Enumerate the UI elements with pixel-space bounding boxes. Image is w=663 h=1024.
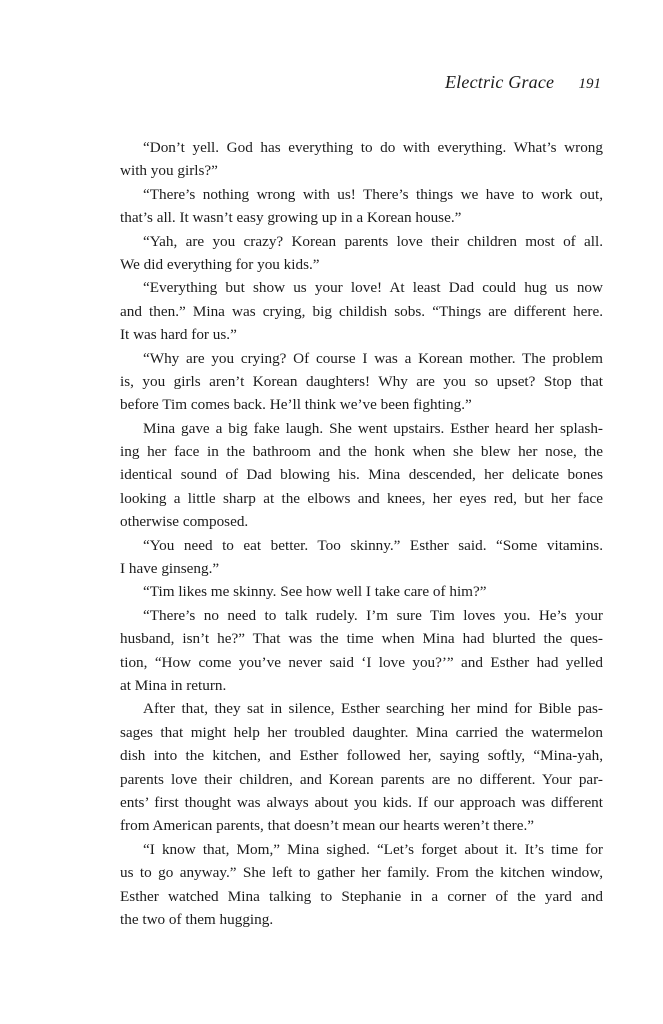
text-line: the two of them hugging. (120, 910, 274, 928)
text-line: “Why are you crying? Of course I was a Korean mother. The problem (143, 349, 603, 367)
text-line: is, you girls aren’t Korean daughters! Why are you so upset? Stop that (120, 372, 603, 390)
text-line: It was hard for us.” (120, 326, 237, 344)
text-line: husband, isn’t he?” That was the time when Mina had blurted the ques- (120, 630, 603, 648)
text-line: that’s all. It wasn’t easy growing up in a Korean house.” (120, 209, 462, 227)
text-line: “There’s no need to talk rudely. I’m sure Tim loves you. He’s your (143, 606, 603, 624)
text-line: with you girls?” (120, 162, 218, 180)
text-line: “There’s nothing wrong with us! There’s things we have to work out, (143, 185, 603, 203)
paragraph (120, 136, 603, 183)
text-line: otherwise composed. (120, 513, 249, 531)
text-line: “Tim likes me skinny. See how well I take care of him?” (143, 583, 487, 601)
text-line: looking a little sharp at the elbows and knees, her eyes red, but her face (120, 489, 603, 507)
text-line: ing her face in the bathroom and the honk when she blew her nose, the (120, 443, 603, 461)
paragraph (120, 417, 603, 534)
paragraph (120, 534, 603, 581)
text-line: parents love their children, and Korean parents are no different. Your par- (120, 770, 603, 788)
text-line: sages that might help her troubled daughter. Mina carried the watermelon (120, 723, 603, 741)
text-line: “I know that, Mom,” Mina sighed. “Let’s forget about it. It’s time for (143, 840, 603, 858)
text-line: Mina gave a big fake laugh. She went upstairs. Esther heard her splash- (143, 419, 603, 437)
paragraph (120, 604, 603, 698)
text-line: “Don’t yell. God has everything to do with everything. What’s wrong (143, 139, 603, 156)
text-line: us to go anyway.” She left to gather her family. From the kitchen window, (120, 864, 603, 882)
text-line: tion, “How come you’ve never said ‘I love you?’” and Esther had yelled (120, 653, 603, 671)
text-line: at Mina in return. (120, 676, 227, 694)
page-number: 191 (578, 76, 601, 92)
text-line: and then.” Mina was crying, big childish sobs. “Things are different here. (120, 302, 603, 320)
paragraph (120, 697, 603, 837)
running-head-title: Electric Grace (444, 72, 555, 92)
text-line: Esther watched Mina talking to Stephanie in a corner of the yard and (120, 887, 603, 905)
paragraph (120, 347, 603, 417)
paragraph (120, 183, 603, 230)
text-line: We did everything for you kids.” (120, 255, 320, 273)
text-line: before Tim comes back. He’ll think we’ve been fighting.” (120, 396, 472, 414)
text-line: from American parents, that doesn’t mean our hearts weren’t there.” (120, 817, 534, 835)
text-line: I have ginseng.” (120, 560, 220, 578)
paragraph (120, 276, 603, 346)
text-line: “Everything but show us your love! At least Dad could hug us now (143, 279, 603, 297)
text-line: ents’ first thought was always about you kids. If our approach was different (120, 793, 603, 811)
text-line: identical sound of Dad blowing his. Mina descended, her delicate bones (120, 466, 603, 484)
text-line: “Yah, are you crazy? Korean parents love their children most of all. (143, 232, 603, 250)
running-head (445, 72, 601, 93)
body-text (120, 136, 603, 931)
text-line: After that, they sat in silence, Esther searching her mind for Bible pas- (143, 700, 603, 718)
text-line: “You need to eat better. Too skinny.” Esther said. “Some vitamins. (143, 536, 603, 554)
paragraph (120, 580, 603, 603)
paragraph (120, 230, 603, 277)
text-line: dish into the kitchen, and Esther followed her, saying softly, “Mina-yah, (120, 747, 603, 765)
paragraph (120, 838, 603, 932)
